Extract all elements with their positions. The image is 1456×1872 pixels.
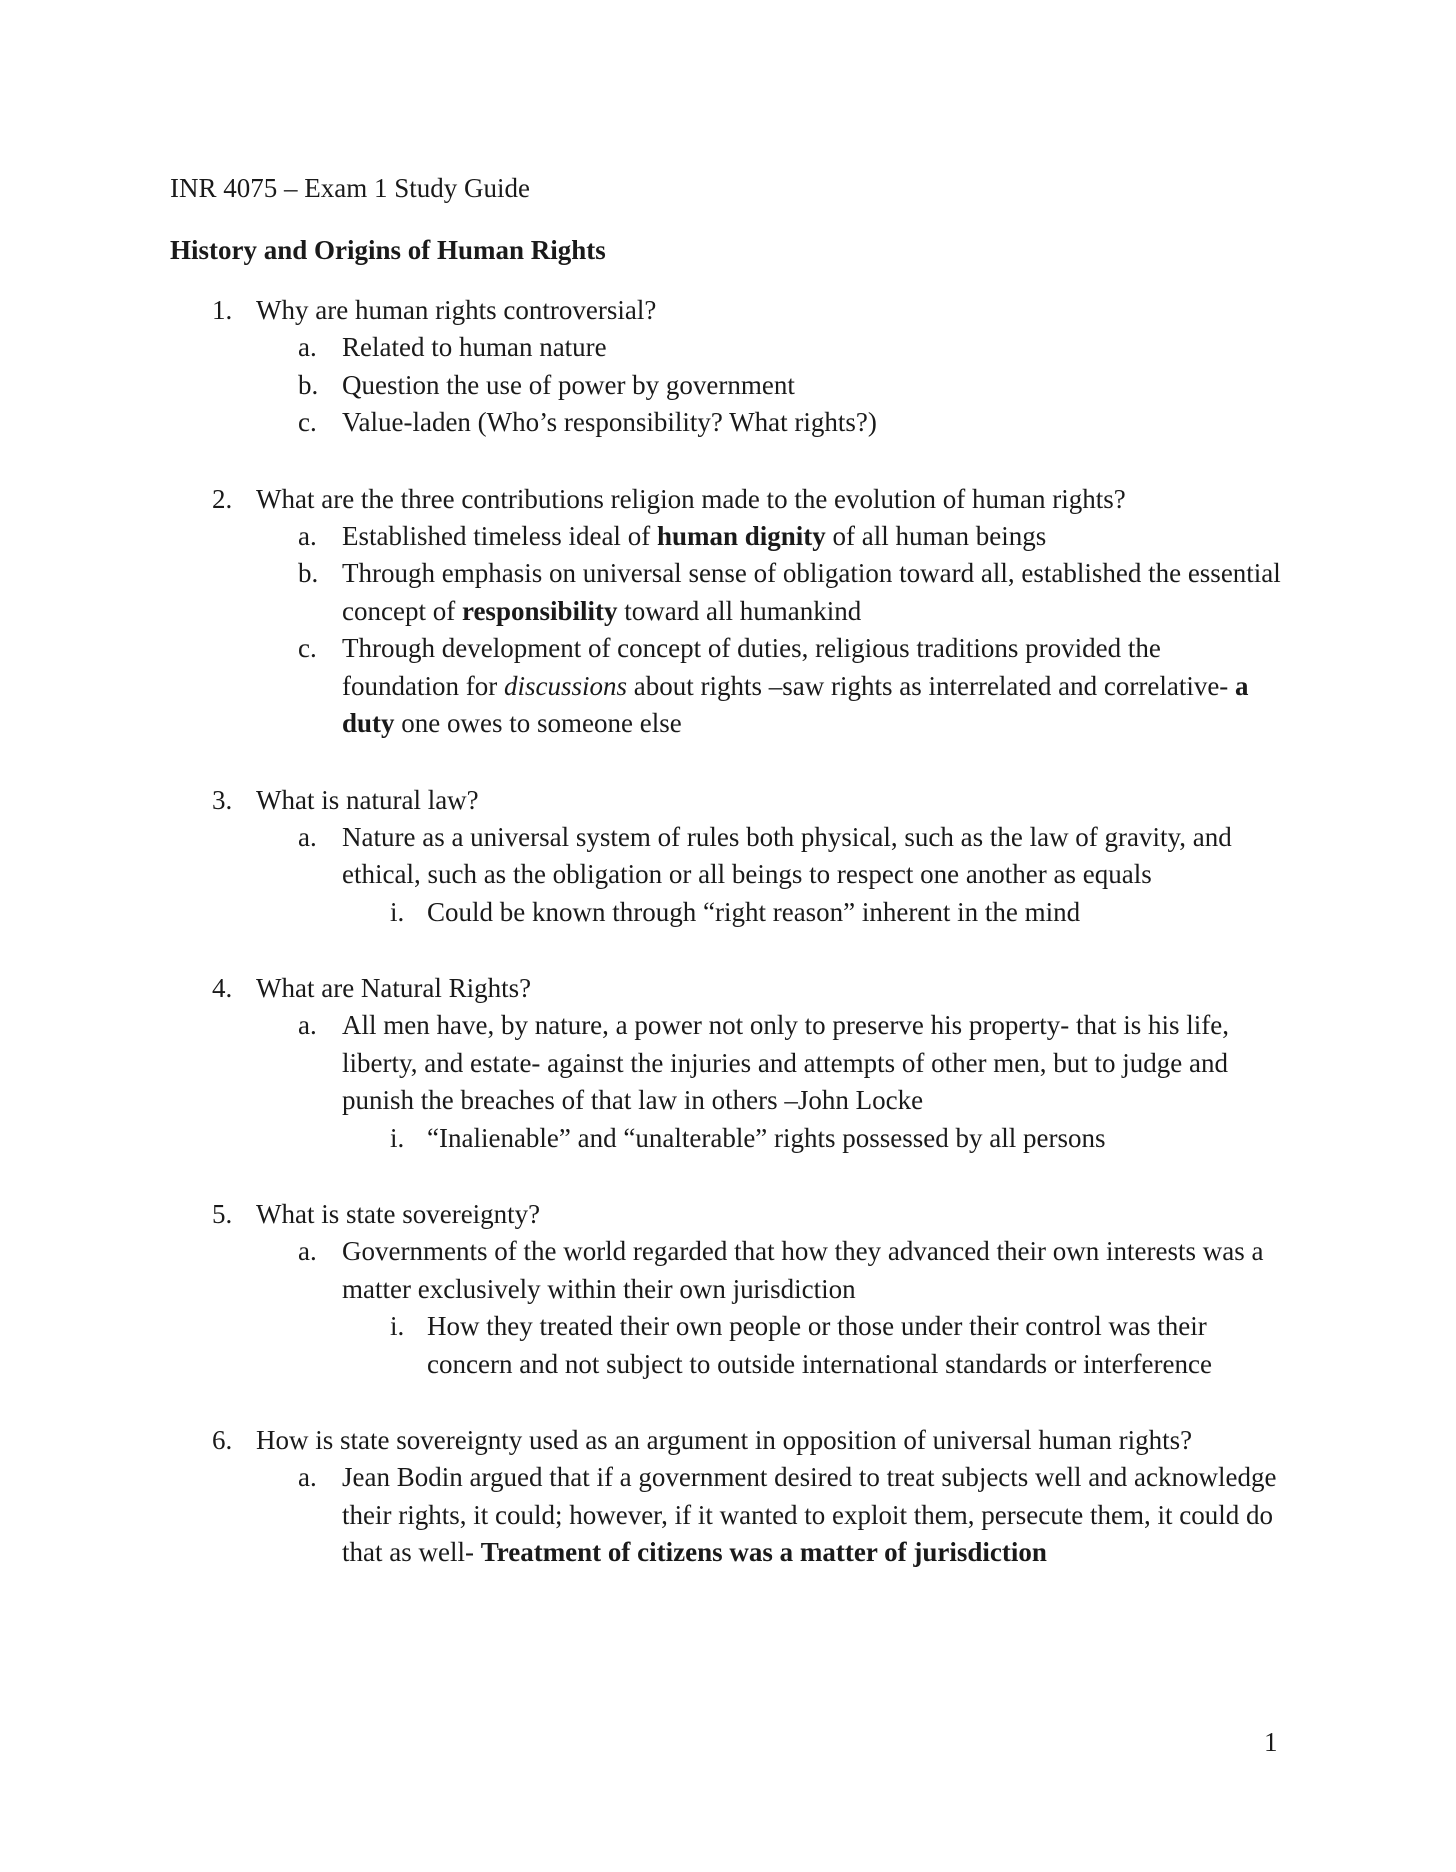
answer-item — [0, 404, 1282, 442]
question-line — [0, 970, 1286, 1007]
sub-point-text: Could be known through “right reason” inherent in the mind — [427, 896, 1081, 927]
answer-item — [0, 518, 1282, 556]
question-number: 4. — [212, 973, 233, 1003]
emphasis-text: responsibility — [461, 595, 618, 626]
answer-item — [0, 555, 1282, 630]
sub-point-list — [342, 894, 1282, 932]
answer-letter: b. — [298, 558, 319, 588]
answer-text: Related to human nature — [342, 332, 607, 362]
answer-item — [0, 1233, 1282, 1383]
answer-text: Jean Bodin argued that if a government desired to treat subjects well and acknowledge their rights, it could; however, if it wanted to exploit them, persecute them, it could do that as well- — [342, 1462, 1277, 1567]
answer-item — [0, 819, 1282, 932]
answer-text: about rights –saw rights as interrelated and correlative- — [627, 670, 1236, 701]
answer-item — [0, 329, 1282, 367]
answer-text: one owes to someone else — [394, 708, 682, 738]
answer-text: All men have, by nature, a power not only to preserve his property- that is his life, liberty, and estate- against the injuries and attempts of other men, but to judge and punish the breaches of that law in others –John Locke — [342, 1010, 1230, 1115]
sub-point-number: i. — [390, 1311, 405, 1341]
answer-item — [0, 367, 1282, 405]
question-text: What is state sovereignty? — [256, 1199, 541, 1229]
sub-point-list — [342, 1308, 1282, 1383]
answer-letter: c. — [298, 633, 317, 663]
italic-text: discussions — [503, 670, 627, 701]
question-number: 6. — [212, 1425, 233, 1455]
emphasis-text: a duty — [342, 670, 1249, 738]
answer-text: Through development of concept of duties, religious traditions provided the foundation for — [342, 633, 1161, 701]
answer-item — [0, 630, 1282, 743]
question-text: How is state sovereignty used as an argument in opposition of universal human rights? — [256, 1425, 1193, 1455]
emphasis-text: human dignity — [656, 520, 826, 551]
question-line — [0, 782, 1286, 819]
question-number: 3. — [212, 784, 233, 815]
answer-text: of all human beings — [825, 520, 1047, 551]
sub-point-text: How they treated their own people or those under their control was their concern and not subject to outside international standards or interference — [427, 1311, 1212, 1379]
question-list — [0, 292, 1456, 1611]
question-line — [0, 292, 1286, 329]
answer-letter: a. — [298, 332, 317, 362]
question-line — [0, 481, 1286, 518]
answer-text: Governments of the world regarded that how they advanced their own interests was a matter exclusively within their own jurisdiction — [342, 1236, 1264, 1304]
question-item — [0, 481, 1456, 743]
section-heading: History and Origins of Human Rights — [170, 235, 606, 265]
question-number: 5. — [212, 1199, 233, 1229]
answer-text: Value-laden (Who’s responsibility? What rights?) — [342, 407, 877, 437]
answer-letter: a. — [298, 520, 317, 551]
question-item — [0, 1196, 1456, 1383]
question-text: What are Natural Rights? — [256, 973, 532, 1003]
sub-point-text: “Inalienable” and “unalterable” rights possessed by all persons — [427, 1122, 1106, 1153]
answer-letter: a. — [298, 1010, 317, 1040]
sub-point-number: i. — [390, 896, 405, 927]
answer-list — [0, 1459, 1456, 1572]
answer-letter: c. — [298, 407, 317, 437]
emphasis-text: Treatment of citizens was a matter of jurisdiction — [480, 1537, 1047, 1567]
sub-point-item — [0, 1120, 1262, 1158]
answer-item — [0, 1459, 1282, 1572]
question-item — [0, 292, 1456, 442]
answer-item — [0, 1007, 1282, 1157]
answer-text: Through emphasis on universal sense of obligation toward all, established the essential concept of — [342, 558, 1281, 626]
document-title: INR 4075 – Exam 1 Study Guide — [170, 173, 530, 203]
page-number: 1 — [1264, 1727, 1278, 1757]
sub-point-item — [0, 1308, 1262, 1383]
sub-point-number: i. — [390, 1122, 405, 1153]
answer-letter: a. — [298, 1462, 317, 1492]
sub-point-list — [342, 1120, 1282, 1158]
answer-text: Question the use of power by government — [342, 369, 795, 400]
question-item — [0, 970, 1456, 1157]
question-item — [0, 1422, 1456, 1572]
answer-list — [0, 819, 1456, 932]
question-number: 1. — [212, 295, 233, 325]
sub-point-item — [0, 894, 1262, 932]
answer-list — [0, 1233, 1456, 1383]
answer-list — [0, 518, 1456, 743]
question-line — [0, 1422, 1286, 1459]
question-text: Why are human rights controversial? — [256, 295, 657, 325]
answer-letter: a. — [298, 1236, 317, 1266]
question-number: 2. — [212, 483, 233, 514]
question-text: What is natural law? — [256, 784, 479, 815]
answer-letter: b. — [298, 369, 319, 400]
answer-text: Nature as a universal system of rules both physical, such as the law of gravity, and ethical, such as the obligation or all beings to respect one another as equals — [342, 821, 1232, 889]
answer-list — [0, 329, 1456, 442]
answer-letter: a. — [298, 821, 317, 852]
answer-text: Established timeless ideal of — [342, 520, 657, 551]
answer-list — [0, 1007, 1456, 1157]
answer-text: toward all humankind — [617, 595, 862, 626]
question-text: What are the three contributions religion made to the evolution of human rights? — [256, 483, 1126, 514]
question-item — [0, 782, 1456, 932]
question-line — [0, 1196, 1286, 1233]
